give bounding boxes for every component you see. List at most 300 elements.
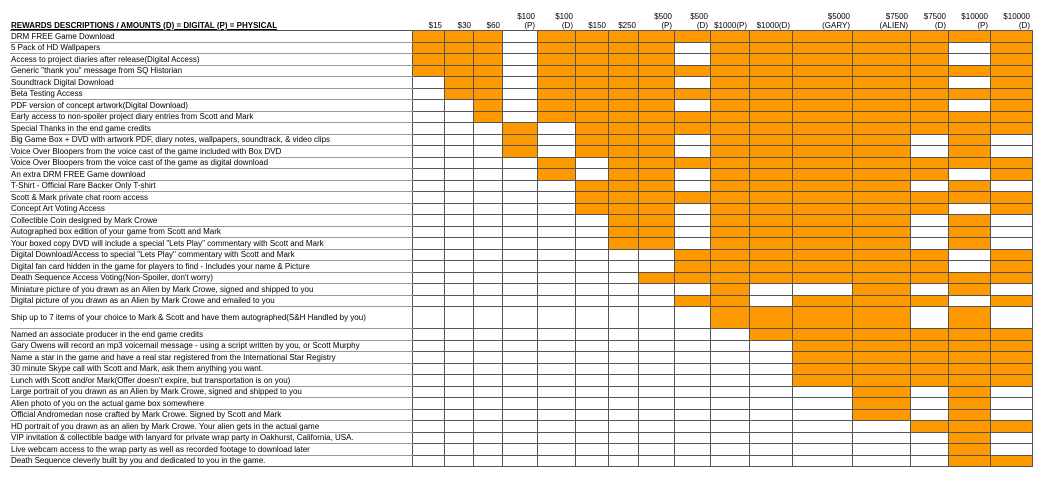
empty-cell (537, 409, 575, 421)
tier-label-line: $15 (428, 21, 442, 30)
included-cell (990, 42, 1032, 54)
tier-header (537, 8, 575, 31)
empty-cell (537, 363, 575, 375)
empty-cell (910, 146, 948, 158)
empty-cell (638, 363, 674, 375)
empty-cell (444, 238, 473, 250)
included-cell (638, 192, 674, 204)
empty-cell (444, 180, 473, 192)
reward-description: Collectible Coin designed by Mark Crowe (10, 215, 412, 227)
tier-header (638, 8, 674, 31)
reward-description: T-Shirt - Official Rare Backer Only T-shirt (10, 180, 412, 192)
tier-label-line: $5000 (827, 12, 850, 21)
included-cell (792, 375, 852, 387)
empty-cell (608, 295, 638, 307)
included-cell (990, 203, 1032, 215)
empty-cell (638, 307, 674, 329)
empty-cell (502, 215, 537, 227)
included-cell (444, 65, 473, 77)
empty-cell (412, 192, 444, 204)
included-cell (412, 65, 444, 77)
empty-cell (852, 421, 910, 433)
included-cell (749, 215, 792, 227)
reward-row (10, 238, 1032, 250)
included-cell (674, 88, 710, 100)
empty-cell (412, 238, 444, 250)
empty-cell (537, 249, 575, 261)
empty-cell (473, 272, 502, 284)
empty-cell (674, 409, 710, 421)
included-cell (910, 192, 948, 204)
included-cell (948, 444, 990, 456)
tier-header (910, 8, 948, 31)
included-cell (710, 169, 749, 181)
empty-cell (502, 307, 537, 329)
empty-cell (910, 455, 948, 467)
empty-cell (608, 307, 638, 329)
empty-cell (444, 261, 473, 273)
reward-row (10, 100, 1032, 112)
empty-cell (638, 421, 674, 433)
empty-cell (710, 340, 749, 352)
empty-cell (502, 77, 537, 89)
included-cell (502, 134, 537, 146)
included-cell (710, 307, 749, 329)
empty-cell (575, 340, 608, 352)
reward-row (10, 307, 1032, 329)
reward-row (10, 31, 1032, 43)
tier-label-line: (GARY) (822, 21, 850, 30)
empty-cell (792, 398, 852, 410)
empty-cell (674, 180, 710, 192)
included-cell (990, 363, 1032, 375)
included-cell (710, 31, 749, 43)
included-cell (710, 203, 749, 215)
empty-cell (910, 307, 948, 329)
empty-cell (537, 192, 575, 204)
included-cell (948, 421, 990, 433)
included-cell (608, 169, 638, 181)
included-cell (990, 421, 1032, 433)
empty-cell (502, 284, 537, 296)
empty-cell (444, 398, 473, 410)
tier-header (674, 8, 710, 31)
empty-cell (674, 226, 710, 238)
empty-cell (444, 157, 473, 169)
included-cell (948, 284, 990, 296)
included-cell (910, 111, 948, 123)
included-cell (792, 77, 852, 89)
empty-cell (575, 421, 608, 433)
included-cell (792, 249, 852, 261)
included-cell (473, 88, 502, 100)
included-cell (948, 340, 990, 352)
included-cell (575, 203, 608, 215)
included-cell (852, 157, 910, 169)
tier-header (473, 8, 502, 31)
rewards-rows (10, 31, 1032, 467)
empty-cell (608, 352, 638, 364)
included-cell (710, 111, 749, 123)
reward-description: Your boxed copy DVD will include a special "Lets Play" commentary with Scott and Mark (10, 238, 412, 250)
empty-cell (749, 386, 792, 398)
reward-description: An extra DRM FREE Game download (10, 169, 412, 181)
empty-cell (674, 432, 710, 444)
empty-cell (608, 432, 638, 444)
included-cell (792, 54, 852, 66)
empty-cell (502, 249, 537, 261)
empty-cell (537, 307, 575, 329)
tier-header (608, 8, 638, 31)
reward-row (10, 157, 1032, 169)
empty-cell (412, 77, 444, 89)
included-cell (575, 65, 608, 77)
included-cell (792, 203, 852, 215)
included-cell (910, 54, 948, 66)
empty-cell (710, 398, 749, 410)
included-cell (792, 65, 852, 77)
reward-row (10, 261, 1032, 273)
included-cell (852, 192, 910, 204)
included-cell (910, 363, 948, 375)
empty-cell (638, 329, 674, 341)
empty-cell (674, 340, 710, 352)
reward-description: DRM FREE Game Download (10, 31, 412, 43)
included-cell (749, 42, 792, 54)
empty-cell (910, 134, 948, 146)
included-cell (948, 329, 990, 341)
empty-cell (575, 329, 608, 341)
included-cell (749, 192, 792, 204)
empty-cell (674, 363, 710, 375)
included-cell (412, 31, 444, 43)
included-cell (948, 157, 990, 169)
included-cell (852, 215, 910, 227)
empty-cell (537, 226, 575, 238)
empty-cell (473, 146, 502, 158)
empty-cell (537, 352, 575, 364)
reward-description: 30 minute Skype call with Scott and Mark, ask them anything you want. (10, 363, 412, 375)
empty-cell (502, 180, 537, 192)
included-cell (674, 157, 710, 169)
included-cell (990, 77, 1032, 89)
reward-row (10, 77, 1032, 89)
included-cell (608, 238, 638, 250)
included-cell (674, 111, 710, 123)
included-cell (990, 123, 1032, 135)
empty-cell (910, 284, 948, 296)
included-cell (852, 54, 910, 66)
included-cell (710, 272, 749, 284)
included-cell (608, 42, 638, 54)
empty-cell (473, 134, 502, 146)
included-cell (608, 65, 638, 77)
reward-description: Lunch with Scott and/or Mark(Offer doesn't expire, but transportation is on you) (10, 375, 412, 387)
included-cell (749, 88, 792, 100)
tier-header (792, 8, 852, 31)
empty-cell (608, 421, 638, 433)
empty-cell (792, 455, 852, 467)
included-cell (537, 157, 575, 169)
included-cell (852, 134, 910, 146)
empty-cell (674, 169, 710, 181)
included-cell (948, 307, 990, 329)
empty-cell (473, 352, 502, 364)
included-cell (792, 363, 852, 375)
reward-row (10, 249, 1032, 261)
reward-description: Miniature picture of you drawn as an Alien by Mark Crowe, signed and shipped to you (10, 284, 412, 296)
empty-cell (608, 398, 638, 410)
empty-cell (638, 444, 674, 456)
reward-row (10, 386, 1032, 398)
included-cell (948, 272, 990, 284)
included-cell (852, 409, 910, 421)
reward-description: VIP invitation & collectible badge with lanyard for private wrap party in Oakhurst, California, USA. (10, 432, 412, 444)
empty-cell (910, 432, 948, 444)
empty-cell (792, 444, 852, 456)
included-cell (710, 123, 749, 135)
empty-cell (910, 238, 948, 250)
empty-cell (537, 329, 575, 341)
empty-cell (990, 226, 1032, 238)
included-cell (910, 203, 948, 215)
reward-row (10, 123, 1032, 135)
included-cell (852, 111, 910, 123)
included-cell (990, 88, 1032, 100)
empty-cell (473, 363, 502, 375)
empty-cell (575, 363, 608, 375)
included-cell (444, 31, 473, 43)
included-cell (710, 180, 749, 192)
empty-cell (502, 261, 537, 273)
reward-row (10, 65, 1032, 77)
empty-cell (473, 329, 502, 341)
empty-cell (412, 409, 444, 421)
empty-cell (990, 307, 1032, 329)
empty-cell (473, 180, 502, 192)
empty-cell (502, 421, 537, 433)
included-cell (575, 77, 608, 89)
included-cell (638, 238, 674, 250)
included-cell (608, 88, 638, 100)
reward-row (10, 363, 1032, 375)
included-cell (948, 432, 990, 444)
included-cell (608, 123, 638, 135)
empty-cell (537, 180, 575, 192)
included-cell (638, 215, 674, 227)
included-cell (749, 123, 792, 135)
empty-cell (444, 363, 473, 375)
included-cell (608, 54, 638, 66)
included-cell (412, 54, 444, 66)
reward-row (10, 432, 1032, 444)
empty-cell (674, 284, 710, 296)
included-cell (852, 77, 910, 89)
included-cell (948, 123, 990, 135)
included-cell (792, 169, 852, 181)
included-cell (792, 295, 852, 307)
included-cell (792, 329, 852, 341)
empty-cell (608, 444, 638, 456)
included-cell (948, 146, 990, 158)
empty-cell (444, 340, 473, 352)
reward-description: 5 Pack of HD Wallpapers (10, 42, 412, 54)
empty-cell (412, 352, 444, 364)
empty-cell (948, 203, 990, 215)
included-cell (575, 88, 608, 100)
empty-cell (412, 432, 444, 444)
empty-cell (537, 146, 575, 158)
included-cell (852, 284, 910, 296)
empty-cell (444, 134, 473, 146)
empty-cell (537, 238, 575, 250)
empty-cell (537, 340, 575, 352)
reward-description: Autographed box edition of your game from Scott and Mark (10, 226, 412, 238)
reward-description: Death Sequence cleverly built by you and dedicated to you in the game. (10, 455, 412, 467)
included-cell (638, 272, 674, 284)
empty-cell (502, 432, 537, 444)
included-cell (852, 340, 910, 352)
empty-cell (710, 455, 749, 467)
included-cell (537, 54, 575, 66)
included-cell (749, 169, 792, 181)
empty-cell (852, 444, 910, 456)
empty-cell (473, 215, 502, 227)
reward-description: Large portrait of you drawn as an Alien by Mark Crowe, signed and shipped to you (10, 386, 412, 398)
empty-cell (502, 65, 537, 77)
included-cell (537, 65, 575, 77)
empty-cell (537, 134, 575, 146)
included-cell (910, 169, 948, 181)
empty-cell (473, 192, 502, 204)
included-cell (910, 77, 948, 89)
reward-row (10, 398, 1032, 410)
included-cell (444, 88, 473, 100)
empty-cell (990, 409, 1032, 421)
empty-cell (444, 444, 473, 456)
empty-cell (502, 363, 537, 375)
included-cell (638, 111, 674, 123)
empty-cell (990, 284, 1032, 296)
empty-cell (537, 421, 575, 433)
included-cell (749, 249, 792, 261)
empty-cell (473, 386, 502, 398)
included-cell (710, 42, 749, 54)
included-cell (749, 31, 792, 43)
included-cell (710, 54, 749, 66)
empty-cell (710, 363, 749, 375)
included-cell (537, 100, 575, 112)
included-cell (638, 157, 674, 169)
included-cell (948, 31, 990, 43)
empty-cell (502, 455, 537, 467)
empty-cell (749, 363, 792, 375)
reward-description: Digital fan card hidden in the game for players to find - Includes your name & Picture (10, 261, 412, 273)
tier-label-line: $500 (690, 12, 708, 21)
included-cell (710, 134, 749, 146)
included-cell (852, 261, 910, 273)
empty-cell (444, 307, 473, 329)
reward-description: Alien photo of you on the actual game box somewhere (10, 398, 412, 410)
empty-cell (502, 409, 537, 421)
included-cell (990, 352, 1032, 364)
tier-header (948, 8, 990, 31)
empty-cell (412, 249, 444, 261)
included-cell (710, 157, 749, 169)
included-cell (948, 363, 990, 375)
included-cell (792, 146, 852, 158)
empty-cell (412, 295, 444, 307)
included-cell (608, 77, 638, 89)
included-cell (852, 307, 910, 329)
tier-label-line: (ALIEN) (879, 21, 908, 30)
empty-cell (473, 340, 502, 352)
empty-cell (948, 295, 990, 307)
tier-header (990, 8, 1032, 31)
included-cell (537, 42, 575, 54)
included-cell (852, 31, 910, 43)
empty-cell (792, 386, 852, 398)
empty-cell (990, 238, 1032, 250)
empty-cell (608, 261, 638, 273)
empty-cell (575, 398, 608, 410)
empty-cell (502, 329, 537, 341)
empty-cell (444, 146, 473, 158)
included-cell (990, 261, 1032, 273)
reward-row (10, 146, 1032, 158)
included-cell (792, 226, 852, 238)
tier-label-line: (P) (661, 21, 672, 30)
included-cell (749, 157, 792, 169)
included-cell (473, 100, 502, 112)
included-cell (473, 111, 502, 123)
empty-cell (444, 192, 473, 204)
reward-row (10, 295, 1032, 307)
included-cell (749, 307, 792, 329)
empty-cell (473, 226, 502, 238)
reward-description: Generic "thank you" message from SQ Historian (10, 65, 412, 77)
empty-cell (412, 226, 444, 238)
included-cell (792, 88, 852, 100)
empty-cell (910, 398, 948, 410)
included-cell (852, 249, 910, 261)
included-cell (792, 42, 852, 54)
empty-cell (674, 386, 710, 398)
reward-description: Access to project diaries after release(Digital Access) (10, 54, 412, 66)
empty-cell (608, 249, 638, 261)
empty-cell (575, 386, 608, 398)
included-cell (575, 54, 608, 66)
included-cell (948, 455, 990, 467)
empty-cell (537, 203, 575, 215)
reward-row (10, 180, 1032, 192)
empty-cell (990, 432, 1032, 444)
included-cell (852, 146, 910, 158)
included-cell (990, 329, 1032, 341)
included-cell (710, 238, 749, 250)
included-cell (710, 261, 749, 273)
reward-description: Digital picture of you drawn as an Alien by Mark Crowe and emailed to you (10, 295, 412, 307)
included-cell (910, 157, 948, 169)
reward-row (10, 272, 1032, 284)
reward-description: Death Sequence Access Voting(Non-Spoiler, don't worry) (10, 272, 412, 284)
empty-cell (575, 226, 608, 238)
empty-cell (910, 386, 948, 398)
included-cell (710, 295, 749, 307)
empty-cell (444, 123, 473, 135)
empty-cell (444, 329, 473, 341)
empty-cell (502, 226, 537, 238)
